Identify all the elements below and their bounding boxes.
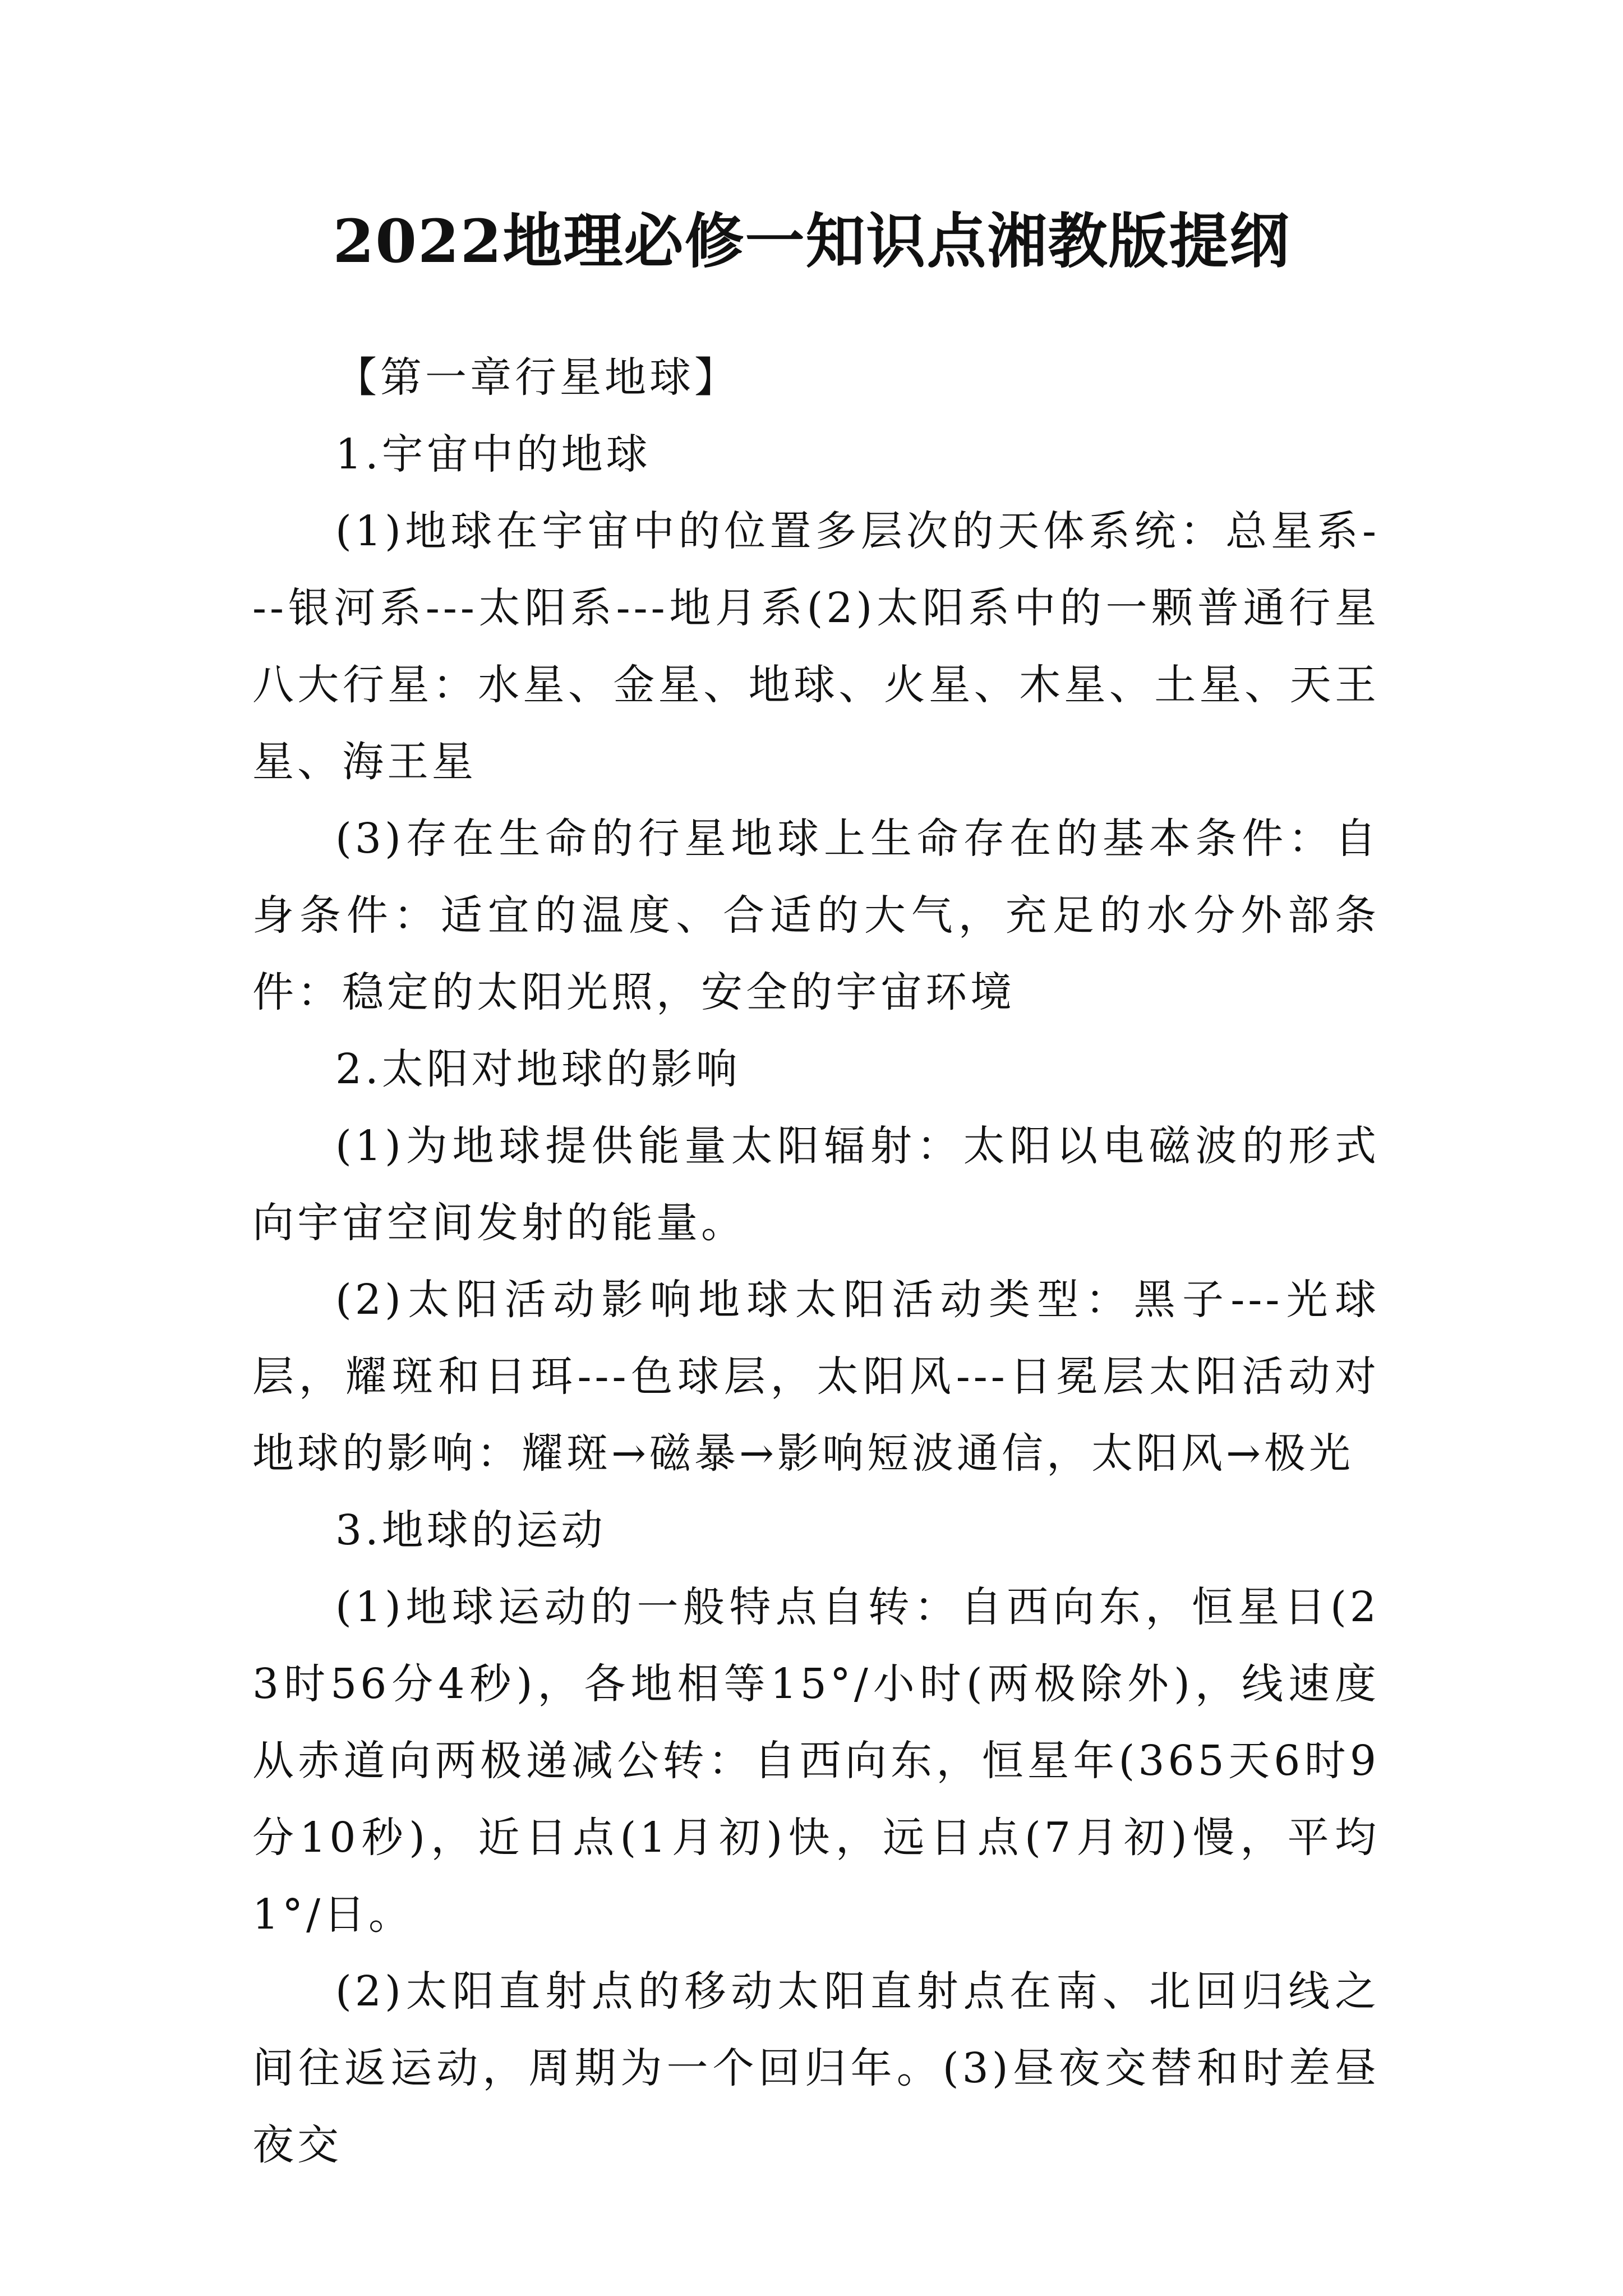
section-heading: 2.太阳对地球的影响 xyxy=(335,1045,741,1093)
document-title: 2022地理必修一知识点湘教版提纲 xyxy=(333,206,1290,276)
paragraph: (2)太阳直射点的移动太阳直射点在南、北回归线之间往返运动，周期为一个回归年。(3)昼夜交替和时差昼夜交 xyxy=(252,1967,1380,2169)
section-heading: 3.地球的运动 xyxy=(335,1506,606,1554)
paragraph: (1)地球运动的一般特点自转：自西向东，恒星日(23时56分4秒)，各地相等15°/小时(两极除外)，线速度从赤道向两极递减公转：自西向东，恒星年(365天6时9分10秒)，近日点(1月初)快，远日点(7月初)慢，平均1°/日。 xyxy=(252,1583,1380,1939)
paragraph: (1)为地球提供能量太阳辐射：太阳以电磁波的形式向宇宙空间发射的能量。 xyxy=(252,1122,1380,1247)
paragraph: (3)存在生命的行星地球上生命存在的基本条件：自身条件：适宜的温度、合适的大气，充足的水分外部条件：稳定的太阳光照，安全的宇宙环境 xyxy=(252,815,1380,1016)
paragraph: (1)地球在宇宙中的位置多层次的天体系统：总星系---银河系---太阳系---地月系(2)太阳系中的一颗普通行星八大行星：水星、金星、地球、火星、木星、土星、天王星、海王星 xyxy=(252,507,1380,786)
paragraph: (2)太阳活动影响地球太阳活动类型：黑子---光球层，耀斑和日珥---色球层，太阳风---日冕层太阳活动对地球的影响：耀斑→磁暴→影响短波通信，太阳风→极光 xyxy=(252,1276,1380,1478)
chapter-heading: 【第一章行星地球】 xyxy=(335,353,739,402)
document-body xyxy=(252,339,1380,2184)
section-heading: 1.宇宙中的地球 xyxy=(335,430,651,478)
